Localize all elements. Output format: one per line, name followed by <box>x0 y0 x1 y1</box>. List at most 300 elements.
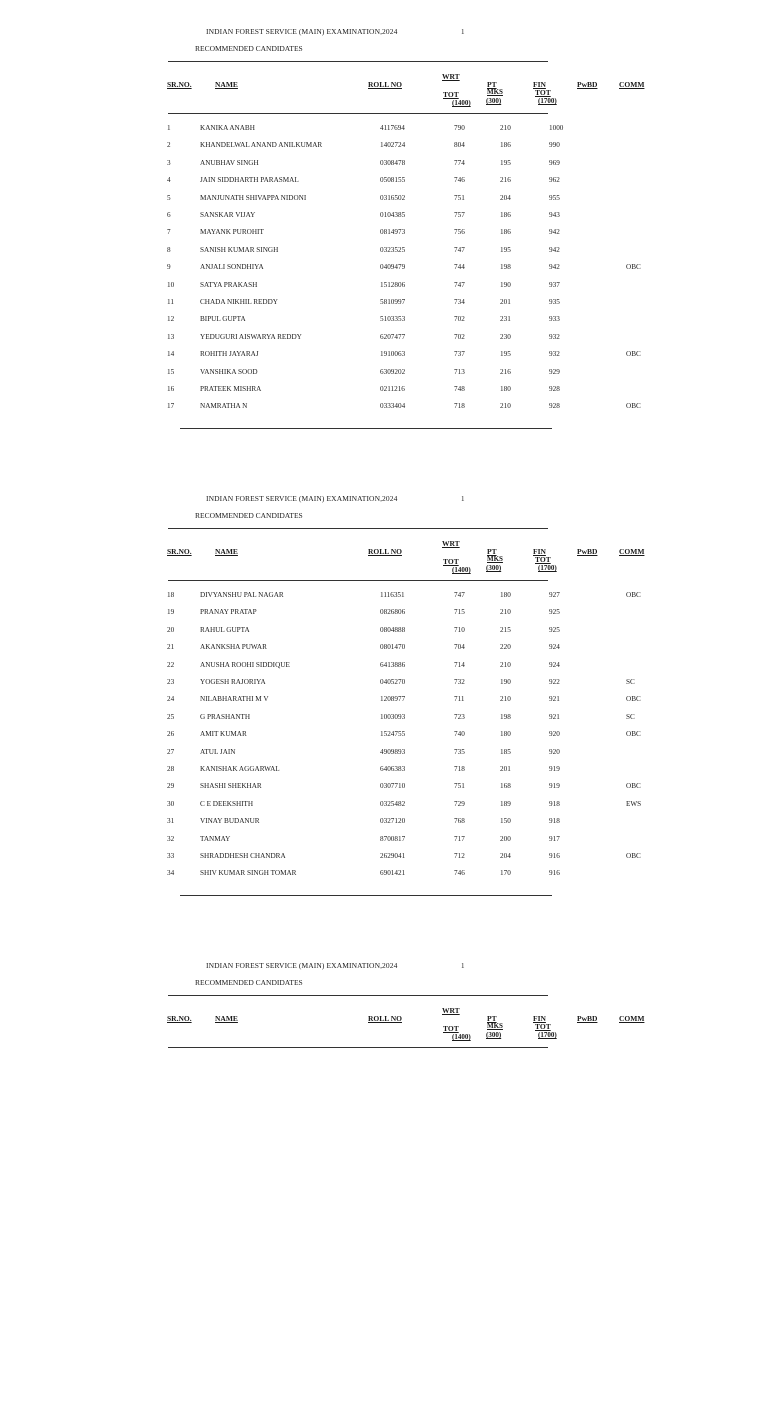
name-cell: JAIN SIDDHARTH PARASMAL <box>200 176 299 185</box>
table-row <box>0 713 768 725</box>
sr-no-cell: 2 <box>167 141 171 150</box>
written-total-cell: 747 <box>454 280 465 289</box>
table-row <box>0 835 768 847</box>
written-total-cell: 790 <box>454 124 465 132</box>
page-number: 1 <box>461 495 465 503</box>
name-cell: SHASHI SHEKHAR <box>200 782 262 791</box>
name-cell: NILABHARATHI M V <box>200 695 269 704</box>
personality-test-cell: 230 <box>500 332 511 341</box>
sr-no-cell: 8 <box>167 245 171 254</box>
table-row <box>0 661 768 673</box>
roll-no-cell: 6406383 <box>380 765 406 773</box>
header-fin-tot: TOT <box>535 555 551 564</box>
personality-test-cell: 186 <box>500 211 511 219</box>
community-cell: OBC <box>626 350 641 359</box>
recommended-candidates-heading: RECOMMENDED CANDIDATES <box>195 978 303 987</box>
table-row <box>0 402 768 414</box>
header-comm: COMM <box>619 1014 645 1023</box>
name-cell: KANIKA ANABH <box>200 124 255 132</box>
roll-no-cell: 0508155 <box>380 176 406 185</box>
written-total-cell: 744 <box>454 263 465 272</box>
final-total-cell: 990 <box>549 141 560 150</box>
table-row <box>0 695 768 707</box>
roll-no-cell: 0327120 <box>380 817 406 826</box>
sr-no-cell: 17 <box>167 402 175 411</box>
personality-test-cell: 216 <box>500 176 511 185</box>
sr-no-cell: 25 <box>167 712 175 721</box>
header-name: NAME <box>215 80 238 89</box>
table-row <box>0 385 768 397</box>
personality-test-cell: 168 <box>500 782 511 791</box>
sr-no-cell: 27 <box>167 747 175 756</box>
header-wrt: WRT <box>442 539 460 548</box>
sr-no-cell: 12 <box>167 315 175 324</box>
header-fin-max: (1700) <box>538 564 557 572</box>
sr-no-cell: 14 <box>167 350 175 359</box>
sr-no-cell: 9 <box>167 263 171 272</box>
table-row <box>0 748 768 760</box>
personality-test-cell: 185 <box>500 747 511 756</box>
name-cell: SANSKAR VIJAY <box>200 211 256 219</box>
personality-test-cell: 200 <box>500 834 511 843</box>
community-cell: OBC <box>626 263 641 272</box>
roll-no-cell: 6901421 <box>380 869 406 878</box>
final-total-cell: 927 <box>549 591 560 599</box>
roll-no-cell: 0333404 <box>380 402 406 411</box>
written-total-cell: 715 <box>454 608 465 617</box>
name-cell: DIVYANSHU PAL NAGAR <box>200 591 284 599</box>
roll-no-cell: 6207477 <box>380 332 406 341</box>
sr-no-cell: 16 <box>167 385 175 393</box>
community-cell: OBC <box>626 730 641 739</box>
community-cell: OBC <box>626 695 641 704</box>
roll-no-cell: 4909893 <box>380 747 406 756</box>
table-row <box>0 852 768 864</box>
header-rule <box>168 580 548 581</box>
name-cell: ANUBHAV SINGH <box>200 158 259 167</box>
header-sr-no: SR.NO. <box>167 80 192 89</box>
roll-no-cell: 0409479 <box>380 263 406 272</box>
written-total-cell: 804 <box>454 141 465 150</box>
personality-test-cell: 204 <box>500 852 511 860</box>
personality-test-cell: 180 <box>500 730 511 739</box>
personality-test-cell: 150 <box>500 817 511 826</box>
written-total-cell: 740 <box>454 730 465 739</box>
personality-test-cell: 170 <box>500 869 511 878</box>
written-total-cell: 737 <box>454 350 465 359</box>
header-name: NAME <box>215 547 238 556</box>
table-row <box>0 159 768 171</box>
final-total-cell: 922 <box>549 678 560 686</box>
community-cell: OBC <box>626 852 641 860</box>
name-cell: PRATEEK MISHRA <box>200 385 262 393</box>
exam-title: INDIAN FOREST SERVICE (MAIN) EXAMINATION,2024 <box>206 961 398 970</box>
table-row <box>0 350 768 362</box>
final-total-cell: 932 <box>549 332 560 341</box>
roll-no-cell: 1402724 <box>380 141 406 150</box>
written-total-cell: 718 <box>454 402 465 411</box>
written-total-cell: 711 <box>454 695 465 704</box>
final-total-cell: 928 <box>549 402 560 411</box>
final-total-cell: 925 <box>549 625 560 634</box>
table-row <box>0 263 768 275</box>
final-total-cell: 955 <box>549 193 560 202</box>
header-pt-mks: MKS <box>487 1022 503 1030</box>
sr-no-cell: 24 <box>167 695 175 704</box>
sr-no-cell: 10 <box>167 280 175 289</box>
personality-test-cell: 195 <box>500 158 511 167</box>
name-cell: YEDUGURI AISWARYA REDDY <box>200 332 302 341</box>
header-pt-max: (300) <box>486 564 502 572</box>
written-total-cell: 756 <box>454 228 465 237</box>
sr-no-cell: 5 <box>167 193 171 202</box>
sr-no-cell: 18 <box>167 591 175 599</box>
sr-no-cell: 3 <box>167 158 171 167</box>
header-wrt-tot: TOT <box>443 557 459 566</box>
name-cell: ANUSHA ROOHI SIDDIQUE <box>200 660 290 669</box>
roll-no-cell: 0307710 <box>380 782 406 791</box>
roll-no-cell: 0316502 <box>380 193 406 202</box>
written-total-cell: 746 <box>454 869 465 878</box>
exam-title: INDIAN FOREST SERVICE (MAIN) EXAMINATION,2024 <box>206 494 398 503</box>
header-wrt-tot: TOT <box>443 90 459 99</box>
name-cell: MANJUNATH SHIVAPPA NIDONI <box>200 193 307 202</box>
sr-no-cell: 7 <box>167 228 171 237</box>
final-total-cell: 918 <box>549 817 560 826</box>
written-total-cell: 714 <box>454 660 465 669</box>
header-pt-max: (300) <box>486 1031 502 1039</box>
personality-test-cell: 201 <box>500 298 511 306</box>
sr-no-cell: 34 <box>167 869 175 878</box>
final-total-cell: 929 <box>549 367 560 376</box>
personality-test-cell: 180 <box>500 385 511 393</box>
final-total-cell: 925 <box>549 608 560 617</box>
header-wrt: WRT <box>442 1006 460 1015</box>
roll-no-cell: 5810997 <box>380 298 406 306</box>
name-cell: BIPUL GUPTA <box>200 315 246 324</box>
header-rule <box>168 1047 548 1048</box>
sr-no-cell: 20 <box>167 625 175 634</box>
final-total-cell: 969 <box>549 158 560 167</box>
personality-test-cell: 195 <box>500 350 511 359</box>
title-rule <box>168 61 548 62</box>
written-total-cell: 732 <box>454 678 465 686</box>
final-total-cell: 916 <box>549 869 560 878</box>
written-total-cell: 735 <box>454 747 465 756</box>
header-pt: PT <box>487 547 497 556</box>
community-cell: OBC <box>626 782 641 791</box>
header-fin-max: (1700) <box>538 1031 557 1039</box>
header-sr-no: SR.NO. <box>167 1014 192 1023</box>
sr-no-cell: 4 <box>167 176 171 185</box>
written-total-cell: 712 <box>454 852 465 860</box>
table-row <box>0 765 768 777</box>
community-cell: SC <box>626 712 635 721</box>
sr-no-cell: 28 <box>167 765 175 773</box>
personality-test-cell: 198 <box>500 263 511 272</box>
header-pt-mks: MKS <box>487 555 503 563</box>
personality-test-cell: 215 <box>500 625 511 634</box>
page-number: 1 <box>461 28 465 36</box>
written-total-cell: 774 <box>454 158 465 167</box>
header-wrt-max: (1400) <box>452 99 471 107</box>
name-cell: C E DEEKSHITH <box>200 799 254 808</box>
roll-no-cell: 0801470 <box>380 643 406 652</box>
page-block <box>0 0 768 467</box>
personality-test-cell: 210 <box>500 695 511 704</box>
roll-no-cell: 1524755 <box>380 730 406 739</box>
header-rule <box>168 113 548 114</box>
name-cell: VINAY BUDANUR <box>200 817 260 826</box>
roll-no-cell: 6413886 <box>380 660 406 669</box>
final-total-cell: 919 <box>549 782 560 791</box>
roll-no-cell: 0308478 <box>380 158 406 167</box>
header-roll-no: ROLL NO <box>368 80 402 89</box>
table-row <box>0 678 768 690</box>
title-rule <box>168 528 548 529</box>
sr-no-cell: 32 <box>167 834 175 843</box>
name-cell: SATYA PRAKASH <box>200 280 258 289</box>
sr-no-cell: 21 <box>167 643 175 652</box>
final-total-cell: 928 <box>549 385 560 393</box>
header-fin-tot: TOT <box>535 88 551 97</box>
final-total-cell: 942 <box>549 228 560 237</box>
table-row <box>0 194 768 206</box>
sr-no-cell: 15 <box>167 367 175 376</box>
recommended-candidates-heading: RECOMMENDED CANDIDATES <box>195 511 303 520</box>
table-row <box>0 368 768 380</box>
header-wrt: WRT <box>442 72 460 81</box>
name-cell: CHADA NIKHIL REDDY <box>200 298 278 306</box>
name-cell: KHANDELWAL ANAND ANILKUMAR <box>200 141 323 150</box>
personality-test-cell: 210 <box>500 124 511 132</box>
final-total-cell: 942 <box>549 263 560 272</box>
name-cell: ATUL JAIN <box>200 747 236 756</box>
roll-no-cell: 1910063 <box>380 350 406 359</box>
table-end-rule <box>180 895 552 896</box>
roll-no-cell: 1116351 <box>380 591 405 599</box>
personality-test-cell: 231 <box>500 315 511 324</box>
header-fin: FIN <box>533 80 546 89</box>
sr-no-cell: 23 <box>167 678 175 686</box>
header-fin-max: (1700) <box>538 97 557 105</box>
final-total-cell: 918 <box>549 799 560 808</box>
final-total-cell: 917 <box>549 834 560 843</box>
table-row <box>0 141 768 153</box>
final-total-cell: 942 <box>549 245 560 254</box>
header-fin: FIN <box>533 547 546 556</box>
table-row <box>0 591 768 603</box>
table-row <box>0 782 768 794</box>
personality-test-cell: 210 <box>500 608 511 617</box>
name-cell: RAHUL GUPTA <box>200 625 250 634</box>
personality-test-cell: 198 <box>500 712 511 721</box>
header-pwbd: PwBD <box>577 80 598 89</box>
final-total-cell: 962 <box>549 176 560 185</box>
personality-test-cell: 210 <box>500 402 511 411</box>
personality-test-cell: 186 <box>500 228 511 237</box>
roll-no-cell: 1512806 <box>380 280 406 289</box>
final-total-cell: 1000 <box>549 124 564 132</box>
personality-test-cell: 204 <box>500 193 511 202</box>
roll-no-cell: 1208977 <box>380 695 406 704</box>
title-rule <box>168 995 548 996</box>
page-block <box>0 467 768 934</box>
recommended-candidates-heading: RECOMMENDED CANDIDATES <box>195 44 303 53</box>
table-row <box>0 298 768 310</box>
written-total-cell: 723 <box>454 712 465 721</box>
roll-no-cell: 0405270 <box>380 678 406 686</box>
page-number: 1 <box>461 962 465 970</box>
written-total-cell: 757 <box>454 211 465 219</box>
final-total-cell: 920 <box>549 747 560 756</box>
header-roll-no: ROLL NO <box>368 1014 402 1023</box>
roll-no-cell: 0325482 <box>380 799 406 808</box>
written-total-cell: 751 <box>454 193 465 202</box>
written-total-cell: 710 <box>454 625 465 634</box>
table-row <box>0 643 768 655</box>
name-cell: G PRASHANTH <box>200 712 251 721</box>
sr-no-cell: 31 <box>167 817 175 826</box>
name-cell: PRANAY PRATAP <box>200 608 257 617</box>
table-row <box>0 869 768 881</box>
personality-test-cell: 180 <box>500 591 511 599</box>
final-total-cell: 924 <box>549 660 560 669</box>
header-pt: PT <box>487 1014 497 1023</box>
roll-no-cell: 0826806 <box>380 608 406 617</box>
final-total-cell: 921 <box>549 712 560 721</box>
header-fin: FIN <box>533 1014 546 1023</box>
roll-no-cell: 0104385 <box>380 211 406 219</box>
community-cell: OBC <box>626 591 641 599</box>
written-total-cell: 747 <box>454 245 465 254</box>
table-row <box>0 281 768 293</box>
header-fin-tot: TOT <box>535 1022 551 1031</box>
written-total-cell: 713 <box>454 367 465 376</box>
roll-no-cell: 0211216 <box>380 385 405 393</box>
name-cell: ROHITH JAYARAJ <box>200 350 259 359</box>
sr-no-cell: 30 <box>167 799 175 808</box>
written-total-cell: 751 <box>454 782 465 791</box>
roll-no-cell: 5103353 <box>380 315 406 324</box>
written-total-cell: 702 <box>454 332 465 341</box>
roll-no-cell: 0814973 <box>380 228 406 237</box>
header-pwbd: PwBD <box>577 547 598 556</box>
community-cell: EWS <box>626 799 642 808</box>
header-wrt-max: (1400) <box>452 566 471 574</box>
page-block <box>0 934 768 1401</box>
table-row <box>0 211 768 223</box>
header-sr-no: SR.NO. <box>167 547 192 556</box>
community-cell: SC <box>626 678 635 686</box>
table-end-rule <box>180 428 552 429</box>
header-pt-mks: MKS <box>487 88 503 96</box>
roll-no-cell: 2629041 <box>380 852 406 860</box>
community-cell: OBC <box>626 402 641 411</box>
final-total-cell: 943 <box>549 211 560 219</box>
name-cell: MAYANK PUROHIT <box>200 228 264 237</box>
sr-no-cell: 11 <box>167 298 174 306</box>
header-wrt-max: (1400) <box>452 1033 471 1041</box>
roll-no-cell: 6309202 <box>380 367 406 376</box>
personality-test-cell: 189 <box>500 799 511 808</box>
written-total-cell: 717 <box>454 834 465 843</box>
sr-no-cell: 29 <box>167 782 175 791</box>
table-row <box>0 608 768 620</box>
table-row <box>0 176 768 188</box>
table-row <box>0 626 768 638</box>
name-cell: SHIV KUMAR SINGH TOMAR <box>200 869 297 878</box>
final-total-cell: 932 <box>549 350 560 359</box>
final-total-cell: 921 <box>549 695 560 704</box>
table-row <box>0 124 768 136</box>
written-total-cell: 746 <box>454 176 465 185</box>
sr-no-cell: 33 <box>167 852 175 860</box>
written-total-cell: 747 <box>454 591 465 599</box>
final-total-cell: 916 <box>549 852 560 860</box>
exam-title: INDIAN FOREST SERVICE (MAIN) EXAMINATION,2024 <box>206 27 398 36</box>
header-comm: COMM <box>619 80 645 89</box>
table-row <box>0 817 768 829</box>
name-cell: SANISH KUMAR SINGH <box>200 245 279 254</box>
header-wrt-tot: TOT <box>443 1024 459 1033</box>
written-total-cell: 729 <box>454 799 465 808</box>
roll-no-cell: 1003093 <box>380 712 406 721</box>
personality-test-cell: 210 <box>500 660 511 669</box>
name-cell: VANSHIKA SOOD <box>200 367 258 376</box>
personality-test-cell: 186 <box>500 141 511 150</box>
roll-no-cell: 8700817 <box>380 834 406 843</box>
header-name: NAME <box>215 1014 238 1023</box>
header-roll-no: ROLL NO <box>368 547 402 556</box>
roll-no-cell: 0323525 <box>380 245 406 254</box>
table-row <box>0 228 768 240</box>
name-cell: SHRADDHESH CHANDRA <box>200 852 286 860</box>
header-pwbd: PwBD <box>577 1014 598 1023</box>
name-cell: TANMAY <box>200 834 231 843</box>
personality-test-cell: 195 <box>500 245 511 254</box>
written-total-cell: 768 <box>454 817 465 826</box>
name-cell: KANISHAK AGGARWAL <box>200 765 280 773</box>
written-total-cell: 734 <box>454 298 465 306</box>
sr-no-cell: 26 <box>167 730 175 739</box>
written-total-cell: 702 <box>454 315 465 324</box>
final-total-cell: 919 <box>549 765 560 773</box>
name-cell: AMIT KUMAR <box>200 730 247 739</box>
final-total-cell: 933 <box>549 315 560 324</box>
name-cell: YOGESH RAJORIYA <box>200 678 266 686</box>
header-pt: PT <box>487 80 497 89</box>
personality-test-cell: 201 <box>500 765 511 773</box>
header-comm: COMM <box>619 547 645 556</box>
sr-no-cell: 6 <box>167 211 171 219</box>
final-total-cell: 920 <box>549 730 560 739</box>
table-row <box>0 730 768 742</box>
written-total-cell: 704 <box>454 643 465 652</box>
personality-test-cell: 220 <box>500 643 511 652</box>
table-row <box>0 315 768 327</box>
roll-no-cell: 0804888 <box>380 625 406 634</box>
final-total-cell: 924 <box>549 643 560 652</box>
name-cell: ANJALI SONDHIYA <box>200 263 264 272</box>
name-cell: AKANKSHA PUWAR <box>200 643 267 652</box>
personality-test-cell: 190 <box>500 678 511 686</box>
sr-no-cell: 22 <box>167 660 175 669</box>
table-row <box>0 246 768 258</box>
header-pt-max: (300) <box>486 97 502 105</box>
name-cell: NAMRATHA N <box>200 402 248 411</box>
sr-no-cell: 1 <box>167 124 171 132</box>
